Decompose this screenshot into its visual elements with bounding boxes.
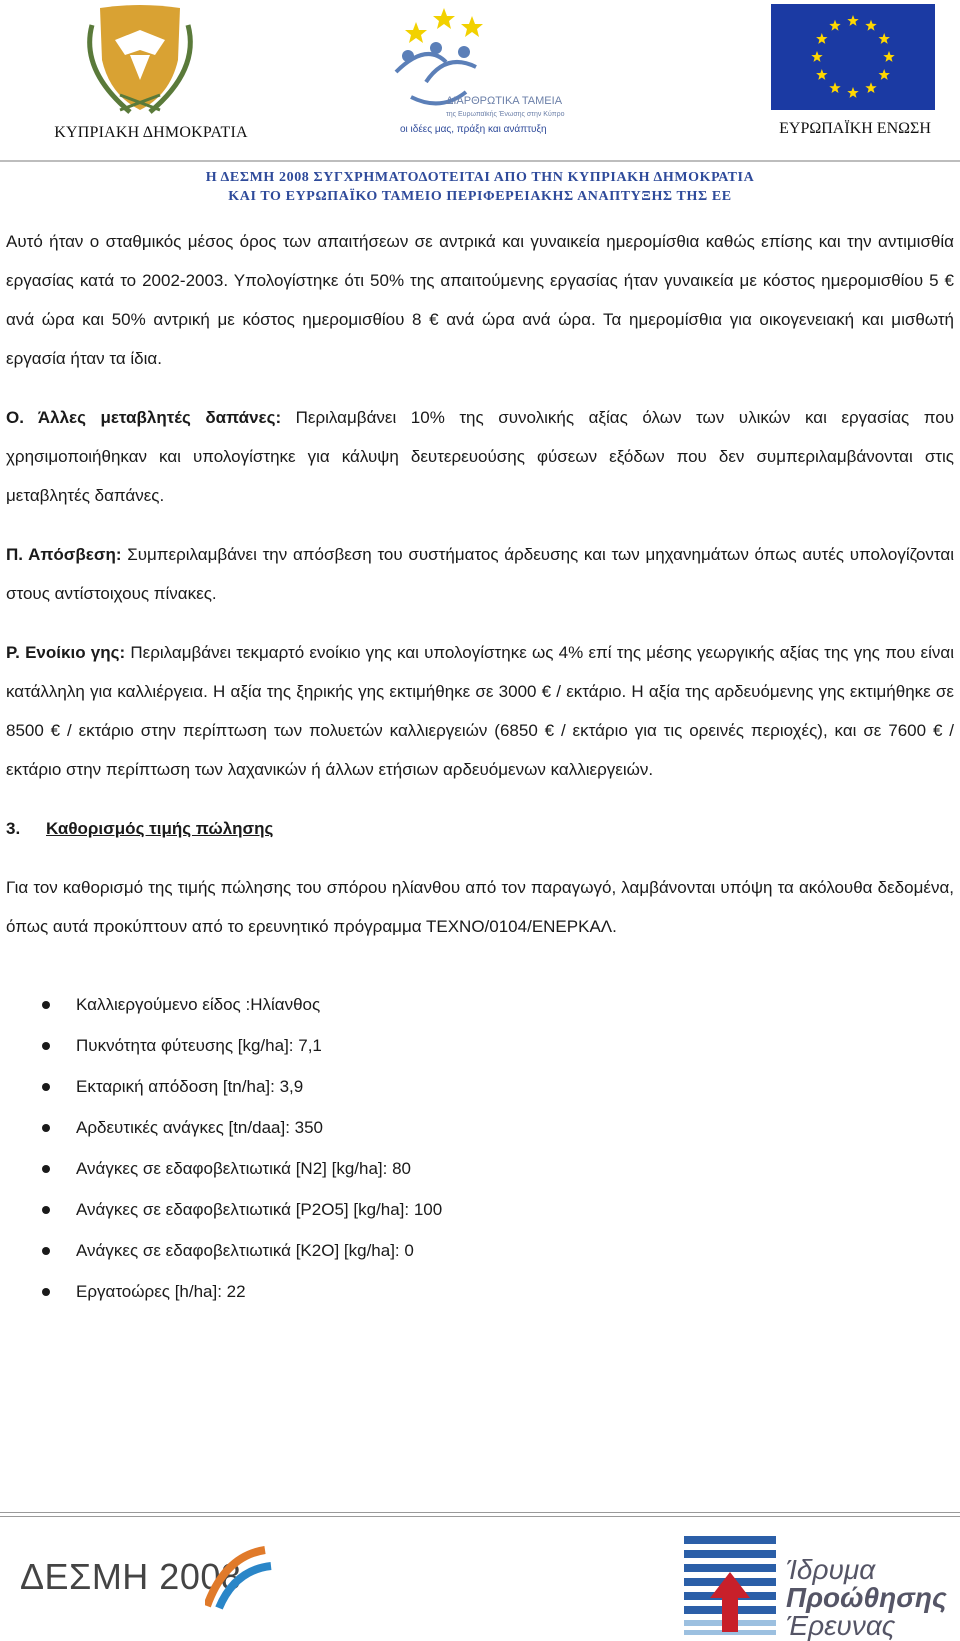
- bullet-icon: [42, 1206, 50, 1214]
- footer-divider: [0, 1516, 960, 1517]
- cyprus-coat-of-arms-logo: [70, 0, 210, 120]
- footer-divider: [0, 1512, 960, 1513]
- research-foundation-caption: [786, 1556, 947, 1640]
- research-promotion-foundation-logo: [680, 1532, 780, 1636]
- paragraph-text: Περιλαμβάνει τεκμαρτό ενοίκιο γης και υπολογίστηκε ως 4% επί της μέσης γεωργικής αξίας της γης που είναι κατάλληλη για καλλιέργεια. Η αξία της ξηρικής γης εκτιμήθηκε σε 3000 € / εκτάριο. Η αξία της αρδευόμενης γης εκτιμήθηκε σε 8500 € / εκτάριο στην περίπτωση των πολυετών καλλιεργειών (6850 € / εκτάριο για τις ορεινές περιοχές), και σε 7600 € / εκτάριο στην περίπτωση των λαχανικών ή άλλων ετήσιων αρδευόμενων καλλιεργειών.: [6, 643, 954, 779]
- document-body: [6, 222, 954, 1312]
- eu-flag-logo: [771, 4, 935, 114]
- cyprus-republic-caption: ΚΥΠΡΙΑΚΗ ΔΗΜΟΚΡΑΤΙΑ: [54, 124, 248, 141]
- desmi-logo-mark: [205, 1546, 275, 1610]
- ipe-line-1: Ίδρυμα: [786, 1554, 876, 1585]
- section-number: 3.: [6, 819, 21, 838]
- ipe-line-2: Προώθησης: [786, 1582, 947, 1613]
- paragraph-label: Π. Απόσβεση:: [6, 545, 122, 564]
- funds-logo-slogan: οι ιδέες μας, πράξη και ανάπτυξη: [400, 124, 547, 135]
- paragraph-text: Περιλαμβάνει 10% της συνολικής αξίας όλων των υλικών και εργασίας που χρησιμοποιήθηκαν και υπολογίστηκε για κάλυψη δευτερευούσης φύσεων εξόδων που δεν συμπεριλαμβάνονται στις μεταβλητές δαπάνες.: [6, 408, 955, 505]
- document-header: [0, 0, 960, 210]
- cofunding-line-2: ΚΑΙ ΤΟ ΕΥΡΩΠΑΪΚΟ ΤΑΜΕΙΟ ΠΕΡΙΦΕΡΕΙΑΚΗΣ ΑΝΑΠΤΥΞΗΣ ΤΗΣ ΕΕ: [228, 189, 732, 204]
- list-item: Καλλιεργούμενο είδος :Ηλίανθος: [6, 984, 954, 1025]
- bullet-icon: [42, 1083, 50, 1091]
- paragraph-label: Ο. Άλλες μεταβλητές δαπάνες:: [6, 408, 282, 427]
- bullet-icon: [42, 1042, 50, 1050]
- paragraph-depreciation: [6, 535, 954, 613]
- paragraph-price-setting: Για τον καθορισμό της τιμής πώλησης του σπόρου ηλίανθου από τον παραγωγό, λαμβάνονται υπόψη τα ακόλουθα δεδομένα, όπως αυτά προκύπτουν από το ερευνητικό πρόγραμμα ΤΕΧΝΟ/0104/ΕΝΕΡΚΑΛ.: [6, 878, 954, 936]
- bullet-icon: [42, 1001, 50, 1009]
- sunflower-data-list: [6, 984, 954, 1312]
- section-title: Καθορισμός τιμής πώλησης: [46, 819, 274, 838]
- list-item: Εργατοώρες [h/ha]: 22: [6, 1271, 954, 1312]
- list-item: Αρδευτικές ανάγκες [tn/daa]: 350: [6, 1107, 954, 1148]
- list-item: Πυκνότητα φύτευσης [kg/ha]: 7,1: [6, 1025, 954, 1066]
- list-item: Ανάγκες σε εδαφοβελτιωτικά [K2O] [kg/ha]: 0: [6, 1230, 954, 1271]
- bullet-icon: [42, 1124, 50, 1132]
- ipe-line-3: Έρευνας: [786, 1610, 896, 1641]
- cofunding-line-1: Η ΔΕΣΜΗ 2008 ΣΥΓΧΡΗΜΑΤΟΔΟΤΕΙΤΑΙ ΑΠΟ ΤΗΝ ΚΥΠΡΙΑΚΗ ΔΗΜΟΚΡΑΤΙΑ: [205, 170, 755, 185]
- bullet-icon: [42, 1165, 50, 1173]
- header-divider: [0, 160, 960, 162]
- paragraph-text: Συμπεριλαμβάνει την απόσβεση του συστήματος άρδευσης και των μηχανημάτων όπως αυτές υπολογίζονται στους αντίστοιχους πίνακες.: [6, 545, 954, 603]
- paragraph-land-rent: [6, 633, 954, 789]
- list-item: Εκταρική απόδοση [tn/ha]: 3,9: [6, 1066, 954, 1107]
- european-union-caption: ΕΥΡΩΠΑΪΚΗ ΕΝΩΣΗ: [779, 120, 931, 137]
- structural-funds-logo: [386, 2, 586, 142]
- list-item: Ανάγκες σε εδαφοβελτιωτικά [N2] [kg/ha]: 80: [6, 1148, 954, 1189]
- paragraph-other-variable-costs: [6, 398, 954, 515]
- desmi-2008-logo-text: ΔΕΣΜΗ 2008: [20, 1556, 242, 1597]
- section-heading: [6, 809, 954, 848]
- bullet-icon: [42, 1288, 50, 1296]
- paragraph-wages: Αυτό ήταν ο σταθμικός μέσος όρος των απαιτήσεων σε αντρικά και γυναικεία ημερομίσθια καθώς επίσης και την αντιμισθία εργασίας κατά το 2002-2003. Υπολογίστηκε ότι 50% της απαιτούμενης εργασίας ήταν γυναικεία με κόστος ημερομισθίου 5 € ανά ώρα και 50% αντρική με κόστος ημερομισθίου 8 € ανά ώρα ανά ώρα. Τα ημερομίσθια για οικογενειακή και μισθωτή εργασία ήταν τα ίδια.: [6, 232, 954, 368]
- paragraph-label: Ρ. Ενοίκιο γης:: [6, 643, 126, 662]
- list-item: Ανάγκες σε εδαφοβελτιωτικά [P2O5] [kg/ha]: 100: [6, 1189, 954, 1230]
- funds-logo-title: ΔΙΑΡΘΡΩΤΙΚΑ ΤΑΜΕΙΑ: [446, 95, 563, 107]
- bullet-icon: [42, 1247, 50, 1255]
- funds-logo-subtitle: της Ευρωπαϊκής Ένωσης στην Κύπρο: [446, 111, 565, 118]
